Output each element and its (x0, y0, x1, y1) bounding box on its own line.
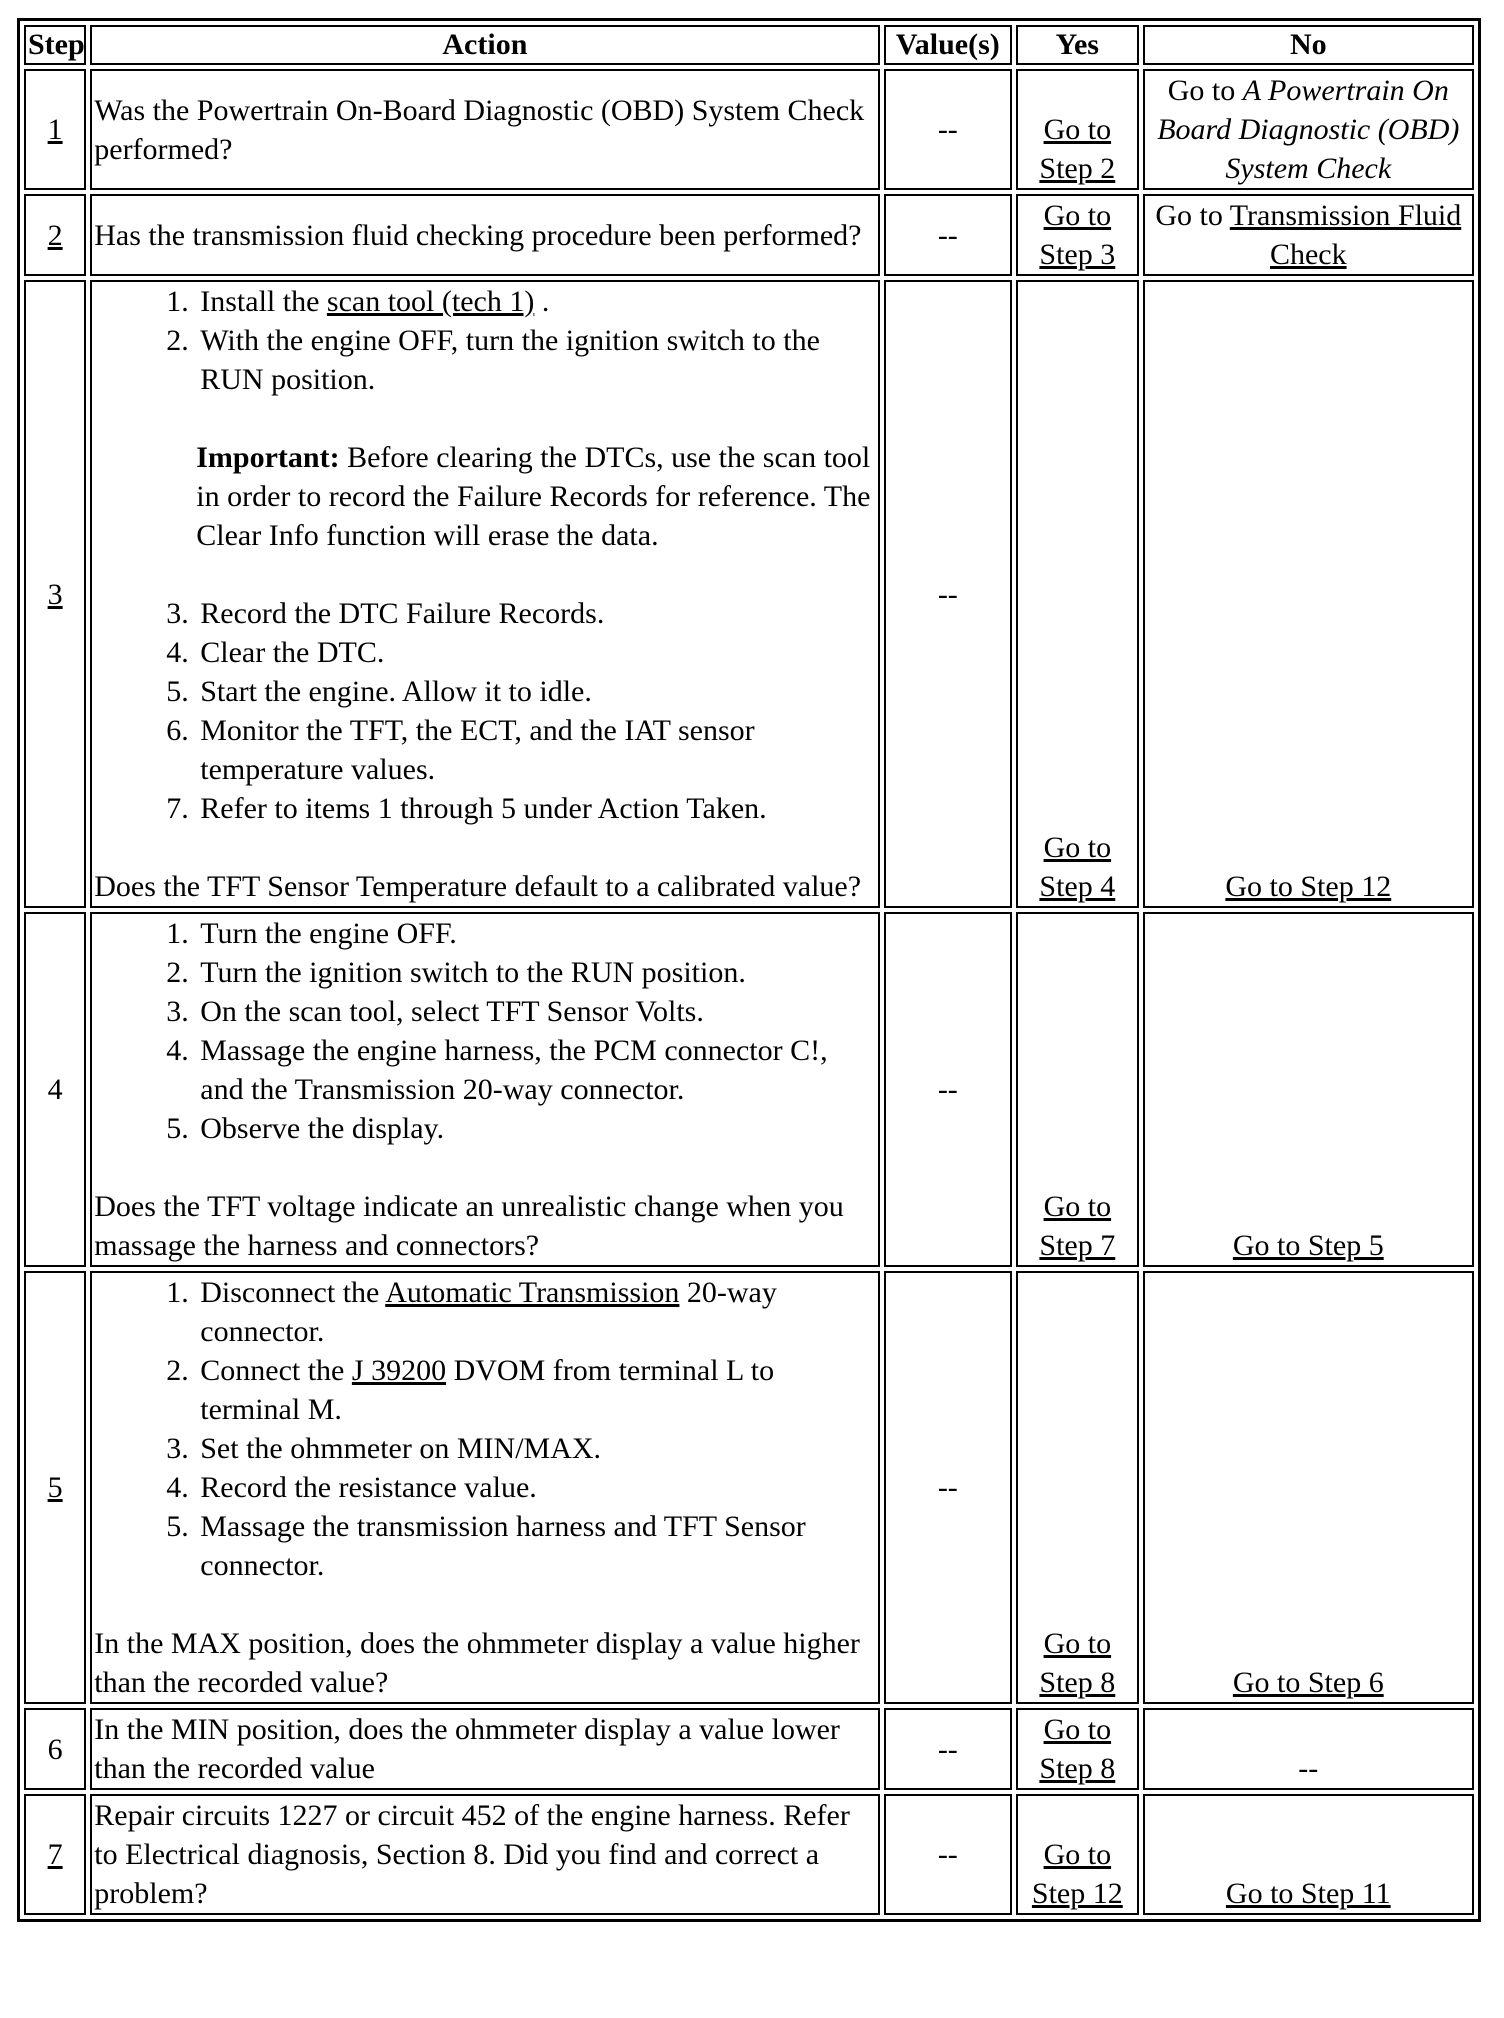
no-link[interactable]: A Powertrain On Board Diagnostic (OBD) System Check (1157, 74, 1460, 185)
no-cell (1143, 1794, 1474, 1915)
important-note (196, 438, 875, 555)
value-cell: -- (884, 280, 1013, 908)
procedure-list (94, 594, 875, 828)
procedure-list (94, 914, 875, 1148)
header-yes: Yes (1016, 25, 1139, 65)
list-item: 5. Observe the display. (196, 1109, 875, 1148)
table-row (24, 194, 1474, 276)
step-cell (24, 69, 86, 190)
list-item: 5. Massage the transmission harness and TFT Sensor connector. (196, 1507, 875, 1585)
list-item: 4. Clear the DTC. (196, 633, 875, 672)
value-cell: -- (884, 912, 1013, 1267)
yes-link[interactable]: Go to Step 4 (1039, 831, 1116, 903)
yes-cell (1016, 280, 1139, 908)
no-cell (1143, 69, 1474, 190)
action-cell (90, 912, 879, 1267)
no-link[interactable]: Go to Step 11 (1225, 1877, 1391, 1910)
step-link[interactable]: 1 (47, 113, 63, 146)
no-link[interactable]: Transmission Fluid Check (1229, 199, 1462, 271)
no-link[interactable]: Go to Step 6 (1232, 1666, 1384, 1699)
action-cell (90, 1794, 879, 1915)
action-cell (90, 1708, 879, 1790)
list-item: 4. Massage the engine harness, the PCM connector C!, and the Transmission 20-way connector. (196, 1031, 875, 1109)
yes-link[interactable]: Go to Step 3 (1039, 199, 1116, 271)
list-item (196, 1273, 875, 1351)
no-cell: -- (1143, 1708, 1474, 1790)
yes-link[interactable]: Go to Step 7 (1039, 1190, 1116, 1262)
header-step: Step (24, 25, 86, 65)
yes-cell (1016, 69, 1139, 190)
automatic-transmission-link[interactable]: Automatic Transmission (385, 1276, 680, 1309)
scan-tool-link[interactable]: scan tool (tech 1) (326, 285, 535, 318)
no-cell (1143, 912, 1474, 1267)
item-text: DVOM from terminal L to terminal M. (200, 1354, 775, 1426)
yes-cell (1016, 194, 1139, 276)
list-item: 6. Monitor the TFT, the ECT, and the IAT sensor temperature values. (196, 711, 875, 789)
yes-link[interactable]: Go to Step 2 (1039, 113, 1116, 185)
value-cell: -- (884, 1271, 1013, 1704)
table-row (24, 912, 1474, 1267)
item-text: Connect the (200, 1354, 352, 1387)
table-row (24, 1708, 1474, 1790)
no-cell (1143, 1271, 1474, 1704)
list-item (196, 1351, 875, 1429)
header-values: Value(s) (884, 25, 1013, 65)
table-row (24, 1271, 1474, 1704)
yes-cell (1016, 1794, 1139, 1915)
list-item: 1. Turn the engine OFF. (196, 914, 875, 953)
list-item: 4. Record the resistance value. (196, 1468, 875, 1507)
yes-link[interactable]: Go to Step 12 (1031, 1838, 1123, 1910)
item-text: . (534, 285, 550, 318)
step-link[interactable]: 2 (47, 218, 63, 252)
list-item: 3. On the scan tool, select TFT Sensor Volts. (196, 992, 875, 1031)
item-text: Disconnect the (200, 1276, 386, 1309)
question-text: In the MIN position, does the ohmmeter display a value lower than the recorded value (94, 1713, 840, 1785)
step-link[interactable]: 7 (47, 1838, 63, 1871)
list-item: 3. Set the ohmmeter on MIN/MAX. (196, 1429, 875, 1468)
no-link[interactable]: Go to Step 5 (1232, 1229, 1384, 1262)
list-item: 3. Record the DTC Failure Records. (196, 594, 875, 633)
question-text: Does the TFT Sensor Temperature default to a calibrated value? (94, 870, 862, 903)
yes-cell (1016, 912, 1139, 1267)
procedure-list (94, 1273, 875, 1585)
list-item (196, 282, 875, 321)
step-link[interactable]: 3 (47, 577, 63, 611)
procedure-list (94, 282, 875, 399)
value-cell: -- (884, 69, 1013, 190)
item-text: 20-way connector. (200, 1276, 777, 1348)
yes-cell (1016, 1708, 1139, 1790)
value-cell: -- (884, 194, 1013, 276)
question-text: Does the TFT voltage indicate an unrealistic change when you massage the harness and connectors? (94, 1190, 844, 1262)
question-text: In the MAX position, does the ohmmeter display a value higher than the recorded value? (94, 1627, 860, 1699)
item-text: Install the (200, 285, 327, 318)
list-item: 7. Refer to items 1 through 5 under Action Taken. (196, 789, 875, 828)
table-row (24, 69, 1474, 190)
diagnostic-table (17, 18, 1481, 1922)
no-link[interactable]: Go to Step 12 (1225, 870, 1392, 903)
no-prefix: Go to (1167, 74, 1243, 107)
yes-link[interactable]: Go to Step 8 (1039, 1713, 1116, 1785)
value-cell: -- (884, 1708, 1013, 1790)
question-text: Was the Powertrain On-Board Diagnostic (OBD) System Check performed? (94, 93, 865, 166)
important-text: Before clearing the DTCs, use the scan tool in order to record the Failure Records for reference. The Clear Info function will erase the data. (196, 441, 871, 552)
action-cell (90, 69, 879, 190)
step-cell (24, 1271, 86, 1704)
table-row (24, 280, 1474, 908)
header-action: Action (90, 25, 879, 65)
table-row (24, 1794, 1474, 1915)
no-cell (1143, 280, 1474, 908)
step-cell: 4 (24, 912, 86, 1267)
no-cell (1143, 194, 1474, 276)
step-cell (24, 280, 86, 908)
header-no: No (1143, 25, 1474, 65)
list-item: 2. Turn the ignition switch to the RUN position. (196, 953, 875, 992)
value-cell: -- (884, 1794, 1013, 1915)
question-text: Has the transmission fluid checking procedure been performed? (94, 218, 862, 252)
step-link[interactable]: 5 (47, 1471, 63, 1504)
action-cell (90, 1271, 879, 1704)
yes-link[interactable]: Go to Step 8 (1039, 1627, 1116, 1699)
action-cell (90, 280, 879, 908)
list-item: 5. Start the engine. Allow it to idle. (196, 672, 875, 711)
action-cell (90, 194, 879, 276)
j39200-link[interactable]: J 39200 (351, 1354, 447, 1387)
no-prefix: Go to (1155, 199, 1230, 232)
question-text: Repair circuits 1227 or circuit 452 of the engine harness. Refer to Electrical diagnosis, Section 8. Did you find and correct a problem? (94, 1799, 850, 1910)
yes-cell (1016, 1271, 1139, 1704)
list-item: 2. With the engine OFF, turn the ignition switch to the RUN position. (196, 321, 875, 399)
header-row (24, 25, 1474, 65)
step-cell: 6 (24, 1708, 86, 1790)
important-label: Important: (196, 441, 340, 474)
step-cell (24, 1794, 86, 1915)
step-cell (24, 194, 86, 276)
diagnostic-table-container (17, 18, 1481, 1922)
